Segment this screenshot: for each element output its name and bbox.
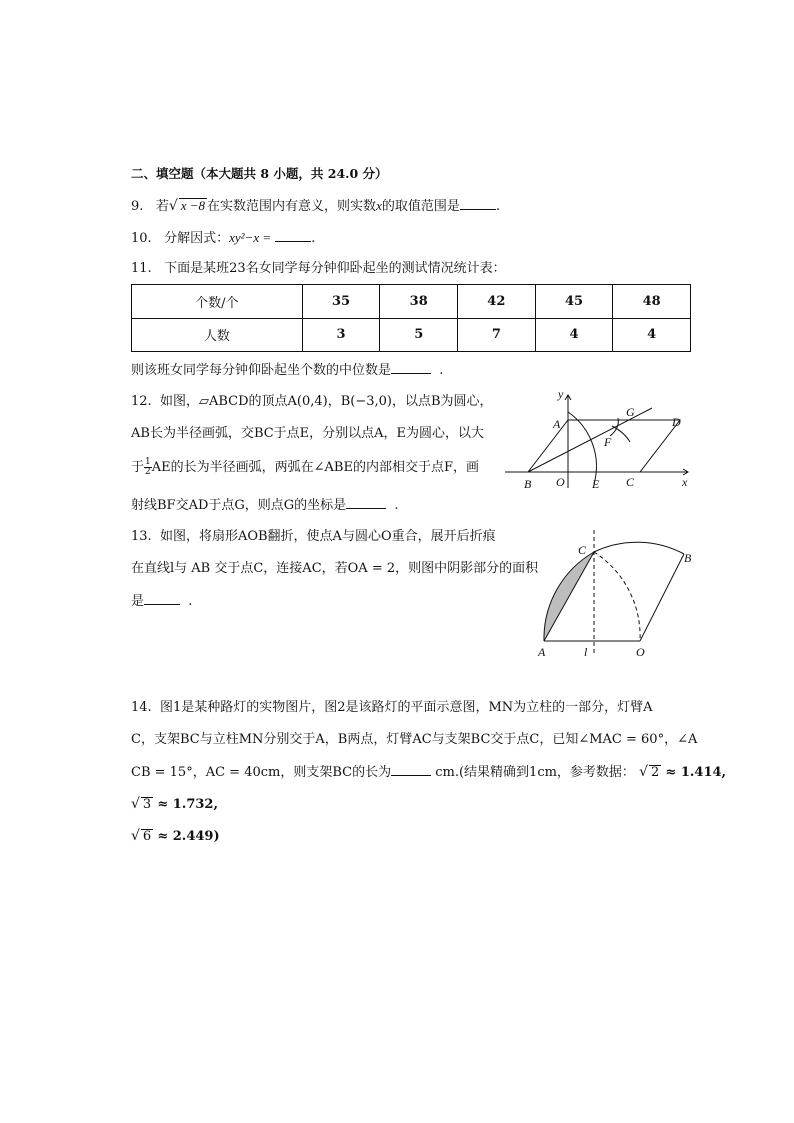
- answer-blank[interactable]: [346, 496, 386, 509]
- question-number: 9.: [131, 199, 144, 214]
- label-c: C: [578, 543, 587, 557]
- q9-text-post: 在实数范围内有意义，则实数: [207, 199, 377, 214]
- folded-arc: [594, 552, 640, 641]
- q12-line-4: [131, 496, 399, 515]
- fraction-half: [144, 458, 152, 477]
- q12-text-4: 射线BF交AD于点G，则点G的坐标是: [131, 498, 347, 513]
- label-d: D: [672, 415, 681, 429]
- question-number: 10.: [131, 231, 152, 246]
- label-b: B: [524, 477, 532, 490]
- table-cell: 42: [458, 285, 536, 319]
- q12-text-1: 如图，▱ABCD的顶点A(0,4)，B(−3,0)，以点B为圆心，: [159, 394, 493, 409]
- q13-text-3: 是: [131, 594, 145, 609]
- q12-line-2: AB长为半径画弧，交BC于点E，分别以点A，E为圆心，以大: [131, 426, 485, 441]
- table-cell: 35: [302, 285, 380, 319]
- answer-blank[interactable]: [391, 361, 431, 374]
- label-e: E: [592, 477, 600, 490]
- q11-question: [131, 361, 443, 380]
- label-c: C: [626, 475, 635, 489]
- q11-text: 下面是某班23名女同学每分钟仰卧起坐的测试情况统计表：: [164, 261, 506, 276]
- sqrt-sign-icon: √: [131, 828, 140, 844]
- q13-line-2: 在直线l与 AB 交于点C，连接AC，若OA = 2，则图中阴影部分的面积: [131, 561, 539, 576]
- q14-line-5: [131, 827, 220, 846]
- q9-var: x: [376, 198, 382, 213]
- q13-line-1: [131, 528, 496, 546]
- q13-figure: [532, 528, 702, 660]
- q14-line-3: [131, 763, 726, 782]
- q14-text-3-pre: CB = 15°，AC = 40cm，则支架BC的长为: [131, 765, 392, 780]
- label-g: G: [626, 405, 635, 419]
- q9-radicand: x −8: [180, 198, 206, 213]
- question-number: 14.: [131, 700, 152, 715]
- table-header-cell: 个数/个: [132, 285, 303, 319]
- question-11: [131, 260, 506, 278]
- q13-line-3: [131, 592, 192, 611]
- question-number: 12.: [131, 394, 152, 409]
- label-f: F: [604, 435, 612, 449]
- table-cell: 48: [613, 285, 691, 319]
- table-cell: 3: [302, 318, 380, 352]
- sqrt-sign-icon: √: [131, 796, 140, 812]
- arc-from-e: [612, 426, 630, 442]
- section-header: 二、填空题（本大题共 8 小题，共 24.0 分）: [131, 166, 388, 181]
- sqrt-3-value: ≈ 1.732,: [157, 797, 218, 812]
- sqrt-2: 2: [651, 765, 660, 780]
- q11-question-text: 则该班女同学每分钟仰卧起坐个数的中位数是: [131, 363, 392, 378]
- q12-line-3: [131, 458, 479, 477]
- label-y: y: [558, 390, 564, 401]
- answer-blank[interactable]: [391, 763, 431, 776]
- label-x: x: [682, 475, 688, 489]
- sqrt-sign-icon: √: [168, 198, 178, 214]
- question-number: 13.: [131, 529, 152, 544]
- q12-end: .: [394, 498, 399, 513]
- q13-text-1: 如图，将扇形AOB翻折，使点A与圆心O重合，展开后折痕: [159, 529, 496, 544]
- label-b: B: [684, 551, 692, 565]
- sqrt-6-value: ≈ 2.449): [157, 829, 220, 844]
- table-header-cell: 人数: [132, 318, 303, 352]
- question-10: [131, 229, 315, 248]
- question-number: 11.: [131, 261, 152, 276]
- q10-text: 分解因式：: [164, 231, 230, 246]
- sqrt-2-value: ≈ 1.414,: [665, 765, 727, 780]
- q14-line-4: [131, 795, 218, 814]
- frac-den: 2: [145, 467, 151, 477]
- q9-text-post2: 的取值范围是: [381, 199, 460, 214]
- q10-end: .: [311, 231, 316, 246]
- q9-text-pre: 若: [155, 199, 169, 214]
- label-a: A: [538, 645, 546, 659]
- answer-blank[interactable]: [460, 197, 496, 210]
- q14-line-2: C，支架BC与立柱MN分别交于A，B两点，灯臂AC与支架BC交于点C，已知∠MAC = 60°，∠A: [131, 732, 698, 747]
- sqrt-3: 3: [142, 797, 152, 812]
- arc-from-b: [568, 412, 596, 484]
- stats-table: [131, 284, 691, 352]
- q9-end: .: [495, 199, 500, 214]
- table-cell: 7: [458, 318, 536, 352]
- table-row: [132, 318, 691, 352]
- segment-ob: [640, 554, 684, 641]
- table-cell: 45: [535, 285, 613, 319]
- table-row: [132, 285, 691, 319]
- table-cell: 38: [380, 285, 458, 319]
- q14-text-3-post: cm.(结果精确到1cm，参考数据：: [435, 765, 635, 780]
- label-o: O: [556, 475, 565, 489]
- table-cell: 4: [535, 318, 613, 352]
- q12-text-3-post: AE的长为半径画弧，两弧在∠ABE的内部相交于点F，画: [151, 460, 479, 475]
- q14-line-1: [131, 699, 653, 717]
- q12-text-3-pre: 于: [131, 460, 145, 475]
- answer-blank[interactable]: [275, 229, 311, 242]
- q14-text-1: 图1是某种路灯的实物图片，图2是该路灯的平面示意图，MN为立柱的一部分，灯臂A: [159, 700, 653, 715]
- question-9: [131, 197, 500, 216]
- answer-blank[interactable]: [144, 592, 180, 605]
- q12-figure: [500, 390, 700, 490]
- label-o: O: [636, 645, 645, 659]
- sqrt-sign-icon: √: [639, 764, 648, 780]
- label-a: A: [553, 417, 561, 431]
- q10-expression: xy²−x =: [229, 230, 272, 245]
- q13-end: .: [188, 594, 193, 609]
- table-cell: 4: [613, 318, 691, 352]
- label-l: l: [584, 645, 588, 659]
- frac-num: 1: [145, 457, 151, 467]
- q11-end: .: [439, 363, 444, 378]
- segment-ac: [544, 552, 594, 641]
- q12-line-1: [131, 393, 493, 411]
- table-cell: 5: [380, 318, 458, 352]
- sqrt-6: 6: [142, 829, 152, 844]
